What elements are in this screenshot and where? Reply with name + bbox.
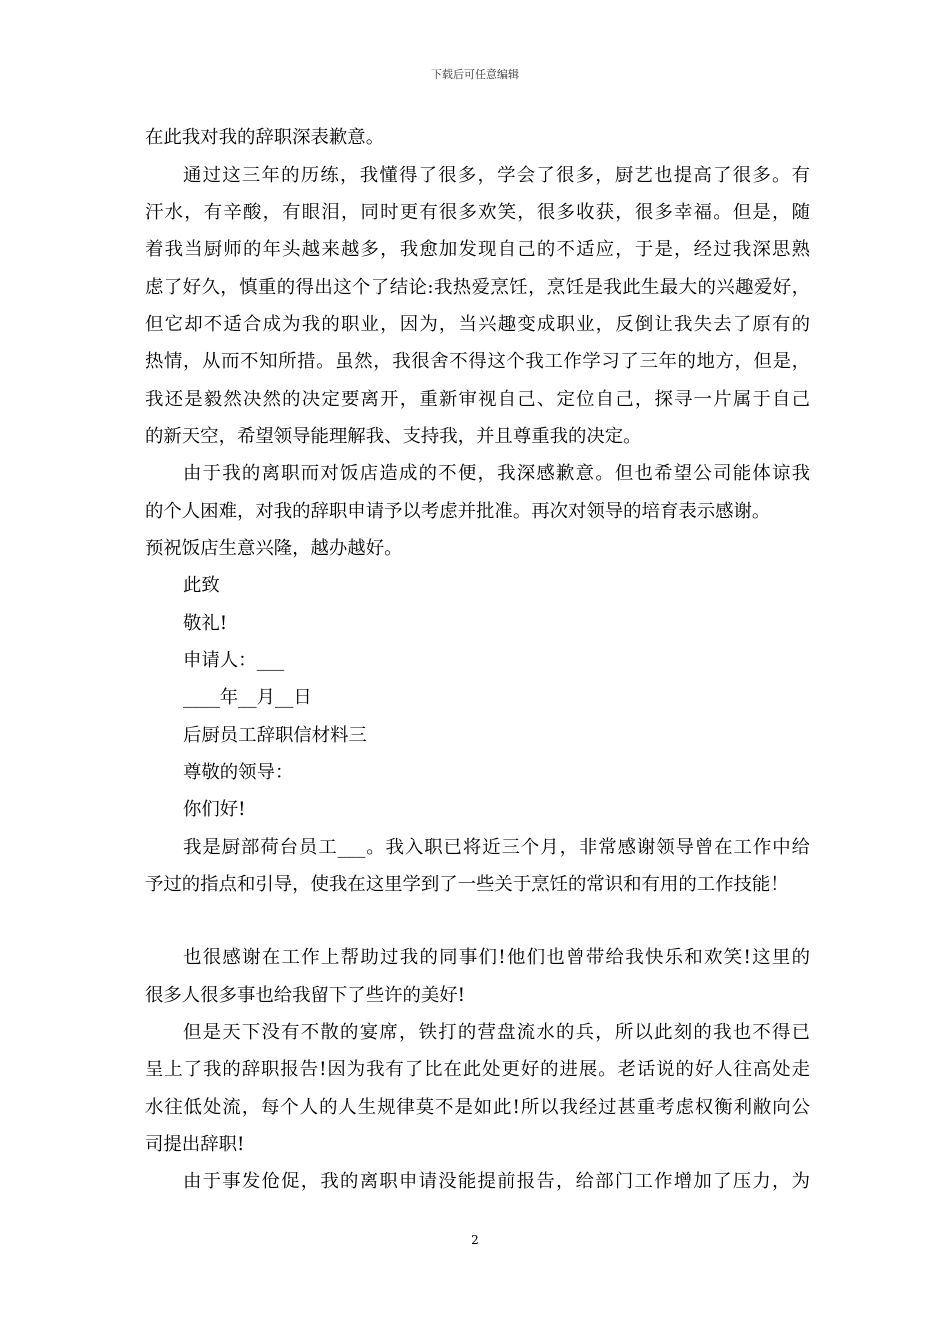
- text-line: 呈上了我的辞职报告!因为我有了比在此处更好的进展。老话说的好人往高处走: [145, 1059, 810, 1080]
- text-line: 的个人困难，对我的辞职申请予以考虑并批准。再次对领导的培育表示感谢。: [145, 501, 771, 522]
- text-line: 预祝饭店生意兴隆，越办越好。: [145, 538, 403, 559]
- text-line: 也很感谢在工作上帮助过我的同事们!他们也曾带给我快乐和欢笑!这里的: [183, 947, 810, 968]
- page-number: 2: [471, 1233, 479, 1247]
- text-line: 虑了好久，慎重的得出这个了结论:我热爱烹饪，烹饪是我此生最大的兴趣爱好，: [145, 277, 810, 298]
- applicant-line: 申请人：___: [183, 650, 285, 671]
- text-line: 予过的指点和引导，使我在这里学到了一些关于烹饪的常识和有用的工作技能！: [145, 874, 789, 895]
- text-line: 由于事发伧促，我的离职申请没能提前报告，给部门工作增加了压力，为: [183, 1171, 810, 1192]
- text-line: 水往低处流，每个人的人生规律莫不是如此!所以我经过甚重考虑权衡利敝向公: [145, 1097, 810, 1118]
- greeting-line: 尊敬的领导：: [183, 762, 294, 783]
- text-line: 我还是毅然决然的决定要离开，重新审视自己、定位自己，探寻一片属于自己: [145, 389, 810, 410]
- text-line: 着我当厨师的年头越来越多，我愈加发现自己的不适应，于是，经过我深思熟: [145, 239, 810, 260]
- text-line: 但是天下没有不散的宴席，铁打的营盘流水的兵，所以此刻的我也不得已: [183, 1022, 810, 1043]
- text-line: 很多人很多事也给我留下了些许的美好!: [145, 985, 466, 1006]
- date-line: ____年__月__日: [183, 687, 312, 708]
- text-line: 由于我的离职而对饭店造成的不便，我深感歉意。但也希望公司能体谅我: [183, 463, 810, 484]
- text-line: 在此我对我的辞职深表歉意。: [145, 127, 385, 148]
- greeting-line: 你们好!: [183, 799, 246, 820]
- text-line: 但它却不适合成为我的职业，因为，当兴趣变成职业，反倒让我失去了原有的: [145, 314, 810, 335]
- page-header: 下载后可任意编辑: [431, 68, 519, 81]
- text-line: 热情，从而不知所措。虽然，我很舍不得这个我工作学习了三年的地方，但是，: [145, 351, 810, 372]
- text-line: 司提出辞职!: [145, 1134, 245, 1155]
- salutation-line: 敬礼!: [183, 613, 228, 634]
- text-line: 我是厨部荷台员工___。我入职已将近三个月，非常感谢领导曾在工作中给: [183, 837, 810, 858]
- closing-line: 此致: [183, 575, 220, 596]
- text-line: 的新天空，希望领导能理解我、支持我，并且尊重我的决定。: [145, 426, 642, 447]
- text-line: 汗水，有辛酸，有眼泪，同时更有很多欢笑，很多收获，很多幸福。但是，随: [145, 202, 810, 223]
- section-title: 后厨员工辞职信材料三: [183, 725, 367, 746]
- text-line: 通过这三年的历练，我懂得了很多，学会了很多，厨艺也提高了很多。有: [183, 165, 810, 186]
